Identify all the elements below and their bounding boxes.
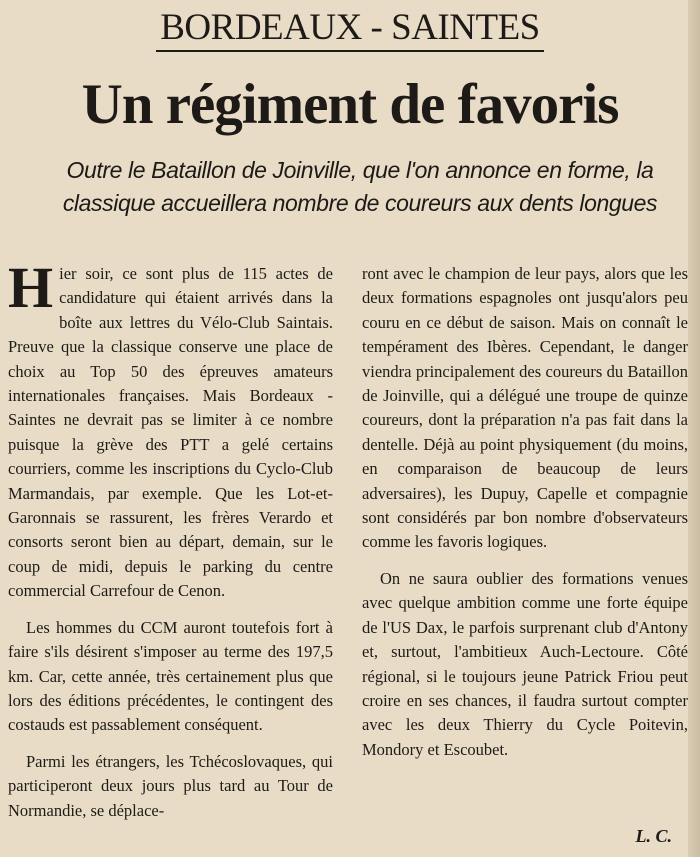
deck: Outre le Bataillon de Joinville, que l'on annonce en forme, la classique accueillera nombre de coureurs aux dents longues [62, 157, 658, 216]
paragraph: Parmi les étrangers, les Tchécoslovaques, qui participeront deux jours plus tard au Tour de Normandie, se déplace- [8, 751, 333, 820]
paragraph [8, 255, 333, 604]
left-column [8, 255, 333, 835]
paragraph: ront avec le champion de leur pays, alors que les deux formations espagnoles ont jusqu'alors peu couru en ce début de saison. Mais on connaît le tempérament des Ibères. Cependant, le danger viendra principalement des coureurs du Bataillon de Joinville, qui a délégué une troupe de quinze coureurs, dont la préparation n'a pas fait dans la dentelle. Déjà au point physiquement (du moins, en comparaison de beaucoup de leurs adversaires), les Dupuy, Capelle et compagnie sont considérés par bon nombre d'observateurs comme les favoris logiques. [362, 264, 688, 552]
paragraph-text: ier soir, ce sont plus de 115 actes de candidature qui étaient arrivés dans la boîte aux lettres du Vélo-Club Saintais. Preuve que la classique conserve une place de choix au Top 50 des épreuves amateurs internationales françaises. Mais Bordeaux - Saintes ne devrait pas se limiter à ce nombre puisque la grève des PTT a gelé certains courriers, comme les inscriptions du Cyclo-Club Marmandais, par exemple. Que les Lot-et-Garonnais se rassurent, les frères Verardo et consorts seront bien au départ, demain, sur le coup de midi, depuis le parking du centre commercial Carrefour de Cenon. [8, 264, 333, 601]
drop-cap: H [8, 255, 54, 320]
kicker-text: BORDEAUX - SAINTES [156, 7, 544, 52]
paragraph: On ne saura oublier des formations venues avec quelque ambition comme une forte équipe de l'US Dax, le parfois surprenant club d'Antony et, surtout, l'ambitieux Auch-Lectoure. Côté régional, si le toujours jeune Patrick Friou peut croire en ses chances, il faudra surtout compter avec les deux Thierry du Cycle Poitevin, Mondory et Escoubet. [362, 568, 688, 759]
author-signature: L. C. [635, 826, 672, 846]
kicker [0, 6, 700, 52]
right-column [362, 262, 688, 774]
headline: Un régiment de favoris [81, 73, 619, 136]
paragraph: Les hommes du CCM auront toutefois fort à faire s'ils désirent s'imposer au terme des 197,5 km. Car, cette année, très certainement plus que lors des éditions précédentes, le contingent des costauds est passablement conséquent. [8, 617, 333, 735]
page-edge [688, 0, 700, 857]
